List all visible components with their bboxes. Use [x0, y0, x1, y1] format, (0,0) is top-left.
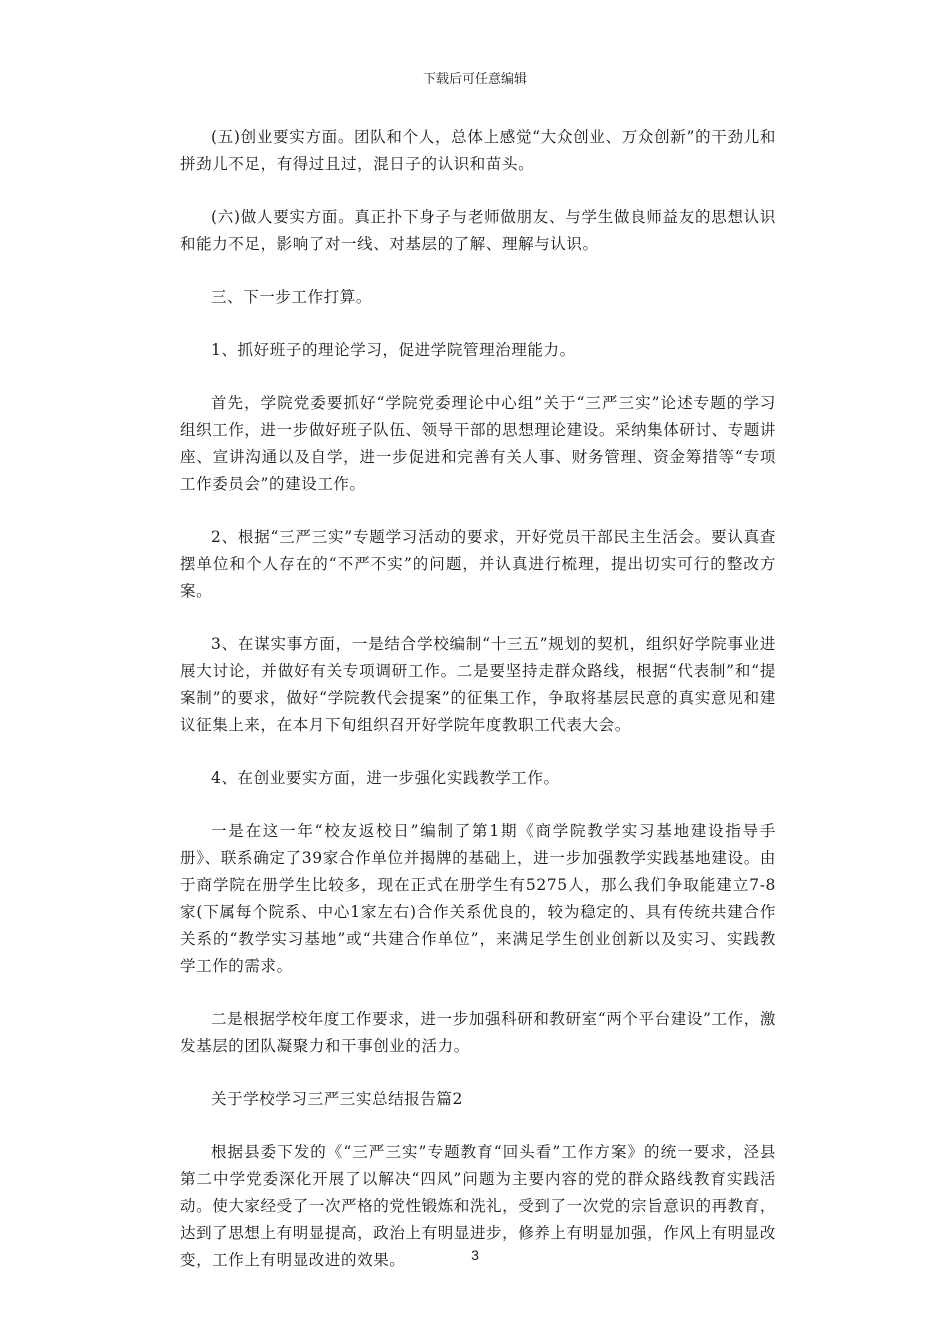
page-header: 下载后可任意编辑: [422, 72, 527, 87]
section-heading: 三、下一步工作打算。: [211, 288, 373, 306]
paragraph: 首先，学院党委要抓好“学院党委理论中心组”关于“三严三实”论述专题的学习组织工作，进一步做好班子队伍、领导干部的思想理论建设。采纳集体研讨、专题讲座、宣讲沟通以及自学，进一步促进和完善有关人事、财务管理、资金筹措等“专项工作委员会”的建设工作。: [180, 394, 776, 493]
article-title: 关于学校学习三严三实总结报告篇2: [211, 1090, 463, 1108]
list-item-heading: 4、在创业要实方面，进一步强化实践教学工作。: [211, 769, 560, 787]
document-body: [180, 124, 776, 1300]
page-number: 3: [471, 1247, 479, 1263]
paragraph: 二是根据学校年度工作要求，进一步加强科研和教研室“两个平台建设”工作，激发基层的团队凝聚力和干事创业的活力。: [180, 1010, 776, 1055]
paragraph: (六)做人要实方面。真正扑下身子与老师做朋友、与学生做良师益友的思想认识和能力不足，影响了对一线、对基层的了解、理解与认识。: [180, 208, 776, 253]
paragraph: 2、根据“三严三实”专题学习活动的要求，开好党员干部民主生活会。要认真查摆单位和个人存在的“不严不实”的问题，并认真进行梳理，提出切实可行的整改方案。: [180, 528, 776, 600]
paragraph: (五)创业要实方面。团队和个人，总体上感觉“大众创业、万众创新”的干劲儿和拼劲儿不足，有得过且过，混日子的认识和苗头。: [180, 128, 776, 173]
paragraph: 一是在这一年“校友返校日”编制了第1期《商学院教学实习基地建设指导手册》、联系确定了39家合作单位并揭牌的基础上，进一步加强教学实践基地建设。由于商学院在册学生比较多，现在正式在册学生有5275人，那么我们争取能建立7-8家(下属每个院系、中心1家左右)合作关系优良的，较为稳定的、具有传统共建合作关系的“教学实习基地”或“共建合作单位”，来满足学生创业创新以及实习、实践教学工作的需求。: [180, 822, 776, 975]
paragraph: 3、在谋实事方面，一是结合学校编制“十三五”规划的契机，组织好学院事业进展大讨论，并做好有关专项调研工作。二是要坚持走群众路线，根据“代表制”和“提案制”的要求，做好“学院教代会提案”的征集工作，争取将基层民意的真实意见和建议征集上来，在本月下旬组织召开好学院年度教职工代表大会。: [180, 635, 776, 734]
paragraph: 根据县委下发的《“三严三实”专题教育“回头看”工作方案》的统一要求，泾县第二中学党委深化开展了以解决“四风”问题为主要内容的党的群众路线教育实践活动。使大家经受了一次严格的党性锻炼和洗礼，受到了一次党的宗旨意识的再教育，达到了思想上有明显提高，政治上有明显进步，修养上有明显加强，作风上有明显改变，工作上有明显改进的效果。: [180, 1143, 776, 1269]
list-item-heading: 1、抓好班子的理论学习，促进学院管理治理能力。: [211, 341, 576, 359]
